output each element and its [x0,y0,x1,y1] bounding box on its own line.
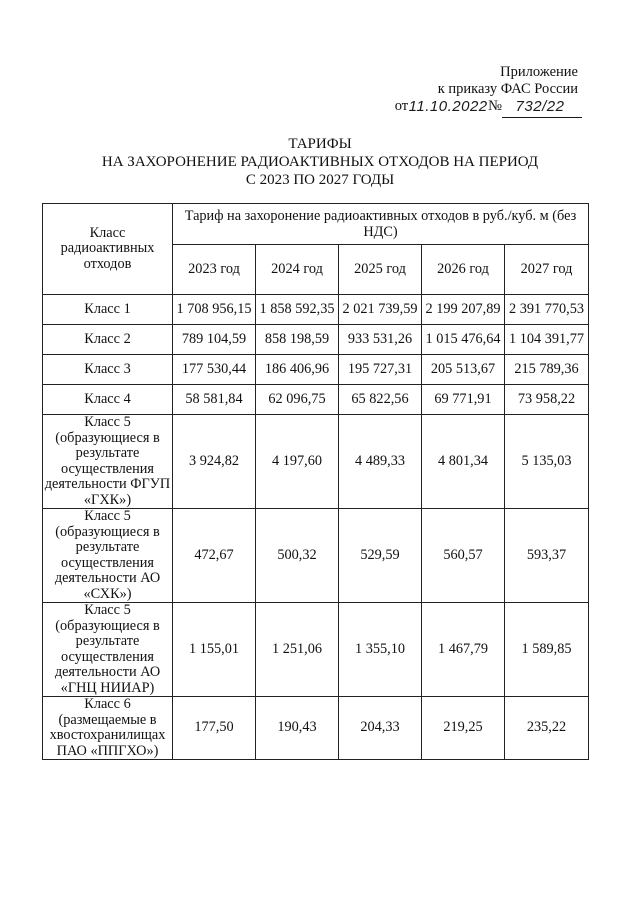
tariff-value: 1 251,06 [256,603,339,697]
tariff-value: 1 858 592,35 [256,295,339,325]
tariff-value: 789 104,59 [173,325,256,355]
class-label: Класс 3 [43,355,173,385]
handwritten-date: 11.10.2022 [408,98,488,115]
tariff-value: 529,59 [339,509,422,603]
year-header: 2026 год [422,245,505,295]
table-row [43,355,589,385]
title-line-1: ТАРИФЫ [288,136,352,152]
tariff-value: 500,32 [256,509,339,603]
tariff-value: 472,67 [173,509,256,603]
tariff-value: 560,57 [422,509,505,603]
tariff-value: 195 727,31 [339,355,422,385]
tariff-value: 215 789,36 [505,355,589,385]
class-label: Класс 1 [43,295,173,325]
class-label: Класс 2 [43,325,173,355]
tariff-value: 4 489,33 [339,415,422,509]
class-label: Класс 4 [43,385,173,415]
year-header: 2025 год [339,245,422,295]
tariff-value: 933 531,26 [339,325,422,355]
date-prefix: от [394,98,409,114]
tariff-value: 205 513,67 [422,355,505,385]
tariff-value: 4 801,34 [422,415,505,509]
class-column-header: Класс радиоактивных отходов [43,204,173,295]
tariff-value: 219,25 [422,697,505,760]
title-line-2: НА ЗАХОРОНЕНИЕ РАДИОАКТИВНЫХ ОТХОДОВ НА ПЕРИОД [101,154,539,170]
tariff-value: 1 104 391,77 [505,325,589,355]
year-header: 2024 год [256,245,339,295]
tariff-value: 1 155,01 [173,603,256,697]
table-row [43,509,589,603]
tariff-value: 5 135,03 [505,415,589,509]
tariff-value: 58 581,84 [173,385,256,415]
tariff-value: 190,43 [256,697,339,760]
tariff-value: 177 530,44 [173,355,256,385]
tariff-group-header: Тариф на захоронение радиоактивных отходов в руб./куб. м (без НДС) [173,204,589,245]
tariff-value: 4 197,60 [256,415,339,509]
appendix-block [395,64,578,115]
number-sign: № [488,98,502,114]
tariff-table [42,203,589,760]
table-row [43,295,589,325]
table-row [43,697,589,760]
tariff-value: 858 198,59 [256,325,339,355]
year-header: 2027 год [505,245,589,295]
tariff-value: 1 355,10 [339,603,422,697]
tariff-value: 69 771,91 [422,385,505,415]
document-title [0,135,640,189]
class-label: Класс 5 (образующиеся в результате осуществления деятельности АО «СХК») [43,509,173,603]
tariff-value: 2 021 739,59 [339,295,422,325]
year-header: 2023 год [173,245,256,295]
tariff-value: 2 391 770,53 [505,295,589,325]
tariff-value: 177,50 [173,697,256,760]
tariff-value: 204,33 [339,697,422,760]
class-label: Класс 5 (образующиеся в результате осуществления деятельности ФГУП «ГХК») [43,415,173,509]
class-label: Класс 5 (образующиеся в результате осуществления деятельности АО «ГНЦ НИИАР) [43,603,173,697]
table-row [43,603,589,697]
tariff-value: 1 589,85 [505,603,589,697]
tariff-value: 3 924,82 [173,415,256,509]
tariff-value: 73 958,22 [505,385,589,415]
tariff-value: 1 015 476,64 [422,325,505,355]
appendix-date-line [395,98,578,115]
handwritten-order-number: 732/22 [502,98,578,115]
tariff-value: 235,22 [505,697,589,760]
tariff-value: 593,37 [505,509,589,603]
tariff-value: 65 822,56 [339,385,422,415]
appendix-title: Приложение [500,64,578,80]
title-line-3: С 2023 ПО 2027 ГОДЫ [245,172,395,188]
table-row [43,415,589,509]
table-row [43,325,589,355]
tariff-value: 2 199 207,89 [422,295,505,325]
appendix-order-ref: к приказу ФАС России [437,81,578,97]
tariff-value: 1 708 956,15 [173,295,256,325]
class-label: Класс 6 (размещаемые в хвостохранилищах ПАО «ППГХО») [43,697,173,760]
table-row [43,385,589,415]
tariff-value: 62 096,75 [256,385,339,415]
tariff-value: 186 406,96 [256,355,339,385]
tariff-value: 1 467,79 [422,603,505,697]
